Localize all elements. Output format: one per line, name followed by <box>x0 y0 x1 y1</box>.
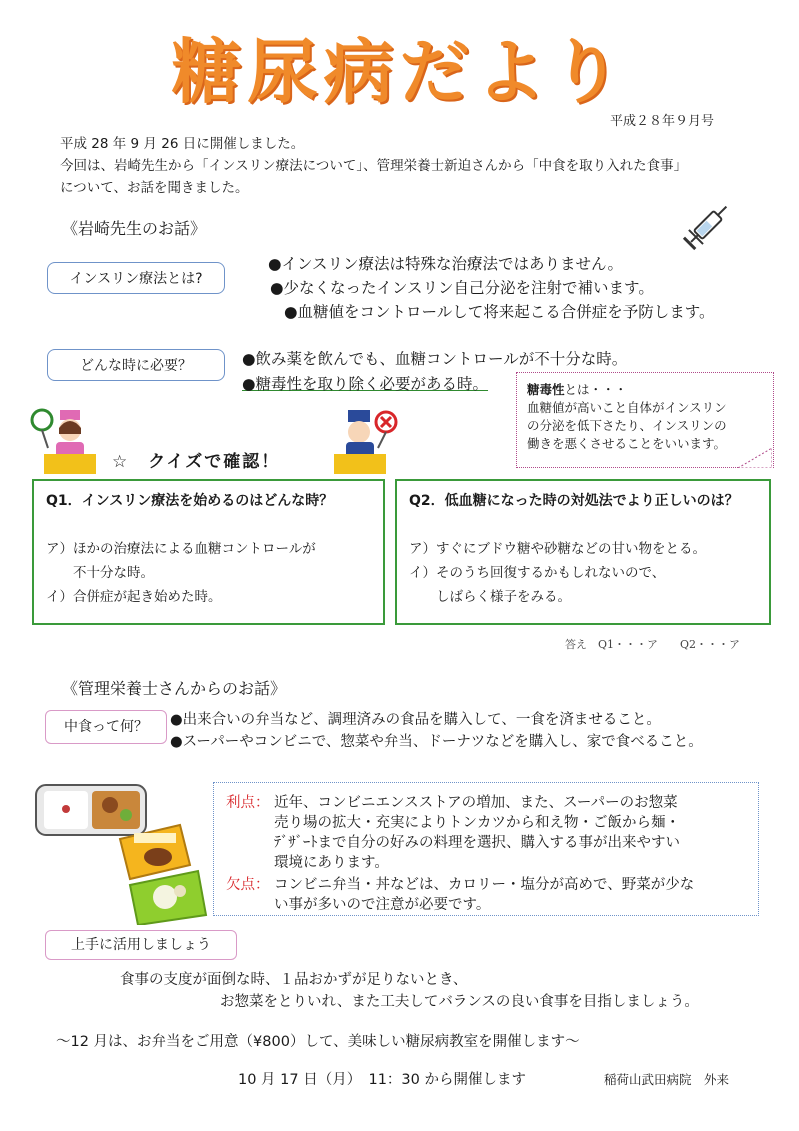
note-suffix: とは・・・ <box>564 382 628 397</box>
what-point-3: ●血糖値をコントロールして将来起こる合併症を予防します。 <box>284 303 715 321</box>
intro-line-3: について、お話を聞きました。 <box>60 180 249 196</box>
intro-line-1: 平成 28 年 9 月 26 日に開催しました。 <box>60 136 305 152</box>
what-point-1: ●インスリン療法は特殊な治療法ではありません。 <box>268 255 623 273</box>
note-line-2: の分泌を低下さたり、インスリンの <box>527 418 727 433</box>
what-point-2: ●少なくなったインスリン自己分泌を注射で補います。 <box>270 279 654 297</box>
merit-line-3: ﾃﾞｻﾞｰﾄまで自分の好みの料理を選択、購入する事が出来やすい <box>274 835 680 851</box>
note-term: 糖毒性 <box>527 382 565 397</box>
nakashoku-point-1: ●出来合いの弁当など、調理済みの食品を購入して、一食を済ませること。 <box>170 712 661 728</box>
nutrition-section-heading: 《管理栄養士さんからのお話》 <box>62 679 287 698</box>
tip-line-2: お惣菜をとりいれ、また工夫してバランスの良い食事を目指しましょう。 <box>220 994 699 1010</box>
class-announcement: ～12 月は、お弁当をご用意（¥800）して、美味しい糖尿病教室を開催します～ <box>56 1034 580 1050</box>
doctor-section-heading: 《岩崎先生のお話》 <box>62 219 207 238</box>
demerit-line-1: コンビニ弁当・丼などは、カロリー・塩分が高めで、野菜が少な <box>274 877 695 893</box>
insulin-therapy-label: インスリン療法とは? <box>47 262 225 294</box>
demerit-line-2: い事が多いので注意が必要です。 <box>274 897 491 913</box>
merit-line-4: 環境にあります。 <box>274 855 389 871</box>
intro-line-2: 今回は、岩崎先生から「インスリン療法について」、管理栄養士新迫さんから「中食を取り入れた食事」 <box>60 158 688 174</box>
glucose-toxicity-note <box>516 372 774 468</box>
tip-line-1: 食事の支度が面倒な時、１品おかずが足りないとき、 <box>120 972 468 988</box>
syringe-icon <box>676 193 740 257</box>
quiz-q1-question: Q1．インスリン療法を始めるのはどんな時？ <box>46 493 334 509</box>
quiz-q1-answer-a: ア）ほかの治療法による血糖コントロールが <box>46 541 316 557</box>
quiz-man-cross-icon <box>326 404 398 476</box>
note-line-3: 働きを悪くさせることをいいます。 <box>527 436 727 451</box>
nakashoku-point-2: ●スーパーやコンビニで、惣菜や弁当、ドーナツなどを購入し、家で食べること。 <box>170 734 703 750</box>
tip-label: 上手に活用しましょう <box>45 930 237 960</box>
when-point-2: ●糖毒性を取り除く必要がある時。 <box>242 375 489 393</box>
quiz-q1-box <box>32 479 385 625</box>
quiz-q2-answer-b: イ）そのうち回復するかもしれないので、 <box>409 565 666 581</box>
merit-line-1: 近年、コンビニエンスストアの増加、また、スーパーのお惣菜 <box>274 795 678 811</box>
quiz-q1-answer-a-cont: 不十分な時。 <box>46 565 154 581</box>
bento-box-icon <box>30 775 210 925</box>
class-date: 10 月 17 日（月） 11：30 から開催します <box>238 1072 526 1088</box>
quiz-q2-box <box>395 479 771 625</box>
quiz-q2-answer-b-cont: しばらく様子をみる。 <box>409 589 571 605</box>
quiz-heading: ☆ クイズで確認！ <box>112 452 281 472</box>
merit-label: 利点： <box>226 795 270 811</box>
newsletter-title: 糖尿病だより <box>171 31 628 113</box>
nakashoku-label: 中食って何？ <box>45 710 167 744</box>
demerit-label: 欠点： <box>226 877 270 893</box>
quiz-q2-question: Q2．低血糖になった時の対処法でより正しいのは？ <box>409 493 739 509</box>
when-point-1: ●飲み薬を飲んでも、血糖コントロールが不十分な時。 <box>242 350 628 368</box>
merit-line-2: 売り場の拡大・充実によりトンカツから和え物・ご飯から麺・ <box>274 815 680 831</box>
issue-label: 平成２８年９月号 <box>610 114 715 129</box>
quiz-q2-answer-a: ア）すぐにブドウ糖や砂糖などの甘い物をとる。 <box>409 541 706 557</box>
quiz-answer-key: 答え Q1・・・ア Q2・・・ア <box>565 638 741 651</box>
note-line-1: 血糖値が高いこと自体がインスリン <box>527 400 727 415</box>
note-fold-corner-icon <box>738 448 772 468</box>
when-needed-label: どんな時に必要？ <box>47 349 225 381</box>
merit-demerit-box <box>213 782 759 916</box>
quiz-woman-circle-icon <box>30 404 102 476</box>
hospital-name: 稲荷山武田病院 外来 <box>604 1072 730 1087</box>
quiz-q1-answer-b: イ）合併症が起き始めた時。 <box>46 589 222 605</box>
